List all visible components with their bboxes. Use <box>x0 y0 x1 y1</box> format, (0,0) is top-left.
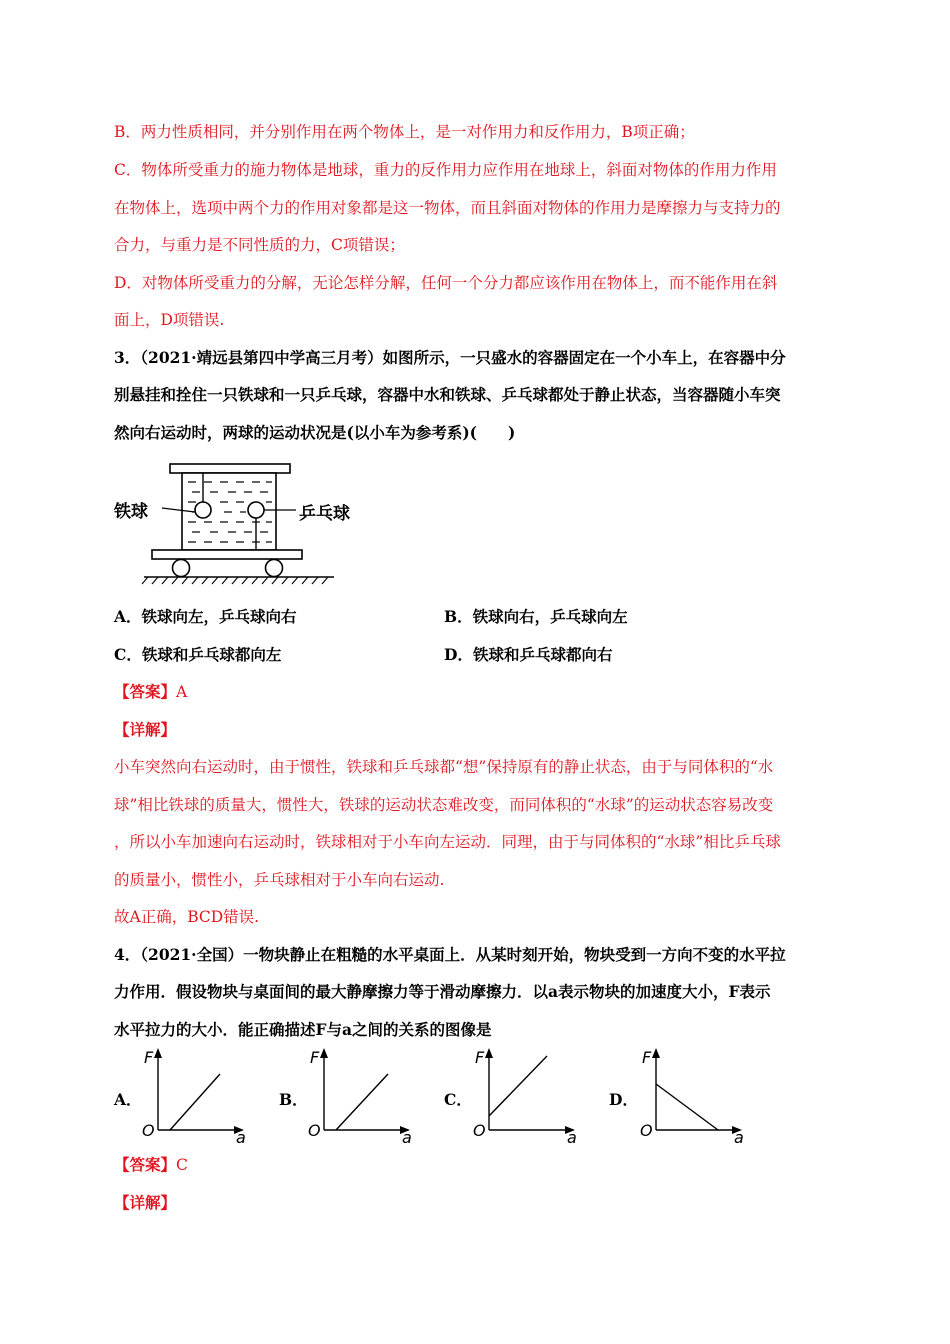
q3-option-d[interactable]: D．铁球和乒乓球都向右 <box>444 645 613 664</box>
q4-graph-a[interactable] <box>136 1044 256 1144</box>
q3-answer-tag: 【答案】 <box>114 682 177 701</box>
q4-graph-d-x-axis: a <box>734 1128 744 1144</box>
q4-graph-b-label[interactable]: B． <box>279 1090 308 1109</box>
q4-answer <box>114 1155 188 1175</box>
q3-stem-line-1: 3．（2021·靖远县第四中学高三月考）如图所示，一只盛水的容器固定在一个小车上，在容器中分 <box>114 348 786 367</box>
q4-graph-b-x-axis: a <box>402 1128 412 1144</box>
q4-stem-line-1: 4．（2021·全国）一物块静止在粗糙的水平桌面上．从某时刻开始，物块受到一方向不变的水平拉 <box>114 945 786 964</box>
q3-detail-tag: 【详解】 <box>114 720 177 739</box>
q3-detail-line-2: 球”相比铁球的质量大，惯性大，铁球的运动状态难改变，而同体积的“水球”的运动状态容易改变 <box>114 796 774 814</box>
q3-option-c[interactable]: C．铁球和乒乓球都向左 <box>114 645 282 664</box>
q3-detail-line-3: ，所以小车加速向右运动时，铁球相对于小车向左运动．同理，由于与同体积的“水球”相比乒乓球 <box>114 833 781 851</box>
q3-detail-line-5: 故A正确，BCD错误. <box>114 908 260 926</box>
q4-graph-a-origin: O <box>142 1121 155 1140</box>
q3-option-b[interactable]: B．铁球向右，乒乓球向左 <box>444 607 628 626</box>
q4-graph-b-line <box>336 1074 388 1130</box>
q4-stem-line-3: 水平拉力的大小．能正确描述F与a之间的关系的图像是 <box>114 1020 492 1039</box>
q3-detail-line-4: 的质量小，惯性小，乒乓球相对于小车向右运动. <box>114 871 445 889</box>
q3-answer <box>114 682 187 702</box>
analysis-line-d2: 面上，D项错误. <box>114 311 225 329</box>
q4-stem-line-2: 力作用．假设物块与桌面间的最大静摩擦力等于滑动摩擦力．以a表示物块的加速度大小，F表示 <box>114 982 771 1001</box>
q4-graph-d-origin: O <box>640 1121 653 1140</box>
analysis-line-c2: 在物体上，选项中两个力的作用对象都是这一物体，而且斜面对物体的作用力是摩擦力与支持力的 <box>114 199 781 217</box>
q3-label-pingpong-ball: 乒乓球 <box>299 504 350 524</box>
q4-graph-c[interactable] <box>467 1044 587 1144</box>
q4-graph-d-y-axis: F <box>642 1048 652 1067</box>
q4-graph-a-line <box>170 1074 220 1130</box>
q4-graph-d-line <box>656 1084 718 1130</box>
q3-detail-line-1: 小车突然向右运动时，由于惯性，铁球和乒乓球都“想”保持原有的静止状态，由于与同体积的“水 <box>114 758 774 776</box>
q4-graph-b[interactable] <box>302 1044 422 1144</box>
q3-label-iron-ball: 铁球 <box>114 502 148 522</box>
q4-graph-c-label[interactable]: C． <box>444 1090 472 1109</box>
q3-option-a[interactable]: A．铁球向左，乒乓球向右 <box>114 607 297 626</box>
q4-graph-a-x-axis: a <box>236 1128 246 1144</box>
analysis-line-c3: 合力，与重力是不同性质的力，C项错误； <box>114 236 405 254</box>
q4-graph-c-y-axis: F <box>475 1048 485 1067</box>
q4-graph-a-label[interactable]: A． <box>114 1090 142 1109</box>
q3-stem-line-3: 然向右运动时，两球的运动状况是(以小车为参考系)( ) <box>114 423 516 442</box>
q4-graph-b-origin: O <box>308 1121 321 1140</box>
q4-graph-c-x-axis: a <box>567 1128 577 1144</box>
q3-cart-figure <box>112 460 372 590</box>
analysis-line-b: B．两力性质相同，并分别作用在两个物体上，是一对作用力和反作用力，B项正确； <box>114 123 695 141</box>
q4-graph-b-y-axis: F <box>310 1048 320 1067</box>
q4-detail-tag: 【详解】 <box>114 1193 177 1212</box>
q4-graph-a-y-axis: F <box>144 1048 154 1067</box>
q4-graph-c-line <box>489 1056 547 1116</box>
q3-answer-value: A <box>176 683 188 701</box>
analysis-line-c1: C．物体所受重力的施力物体是地球，重力的反作用力应作用在地球上，斜面对物体的作用力作用 <box>114 161 777 179</box>
q4-graph-d-label[interactable]: D． <box>609 1090 638 1109</box>
q4-answer-tag: 【答案】 <box>114 1155 177 1174</box>
q4-graph-d[interactable] <box>634 1044 754 1144</box>
q4-graph-c-origin: O <box>473 1121 486 1140</box>
q3-stem-line-2: 别悬挂和拴住一只铁球和一只乒乓球，容器中水和铁球、乒乓球都处于静止状态，当容器随小车突 <box>114 385 781 404</box>
analysis-line-d1: D．对物体所受重力的分解，无论怎样分解，任何一个分力都应该作用在物体上，而不能作用在斜 <box>114 274 778 292</box>
q4-answer-value: C <box>176 1156 188 1174</box>
